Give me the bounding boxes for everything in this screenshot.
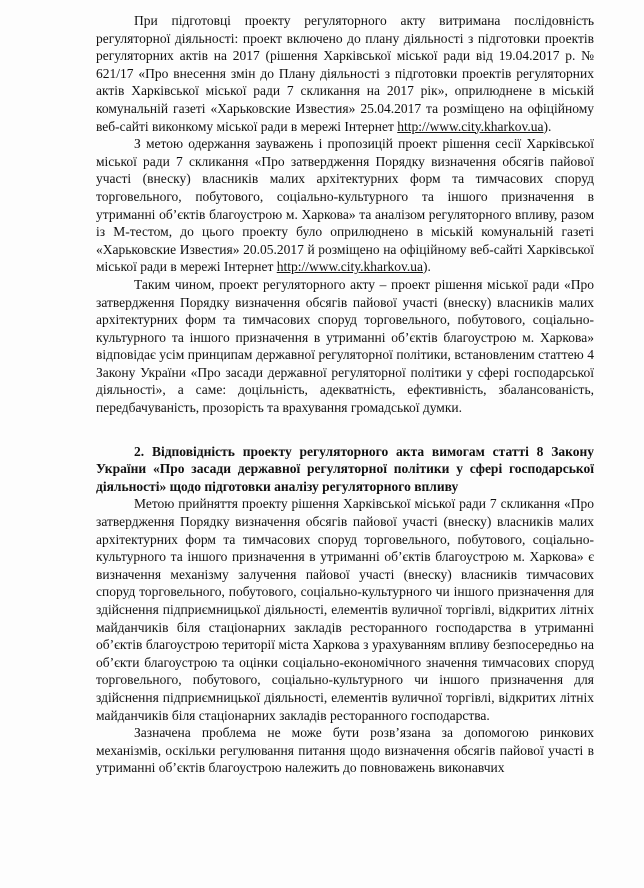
paragraph-purpose: Метою прийняття проекту рішення Харківської міської ради 7 скликання «Про затвердження Порядку визначення обсягів пайової участі (внеску) власників малих архітектурних форм та тимчасових споруд торговельного, побутового, соціально-культурного та іншого призначення в утриманні об’єктів благоустрою м. Харкова» є визначення механізму залучення пайової участі (внеску) власників тимчасових споруд торговельного, побутового, соціально-культурного чи іншого призначення для здійснення підприємницької діяльності, елементів вуличної торгівлі, відкритих літніх майданчиків біля стаціонарних закладів ресторанного господарства в утриманні об’єктів благоустрою території міста Харкова з урахуванням впливу безпосередньо на об’єкти благоустрою та оцінки соціально-економічного значення тимчасових споруд торговельного, побутового, соціально-культурного чи іншого призначення для здійснення підприємницької діяльності, елементів вуличної торгівлі, відкритих літніх майданчиків біля стаціонарних закладів ресторанного господарства. (96, 496, 594, 723)
paragraph-principles-compliance (96, 276, 594, 417)
paragraph-text-end: ). (422, 259, 431, 275)
section-heading-2: 2. Відповідність проекту регуляторного акта вимогам статті 8 Закону України «Про засади державної регуляторної політики у сфері господарської діяльності» щодо підготовки аналізу регуляторного впливу (96, 443, 594, 494)
city-website-link[interactable]: http://www.city.kharkov.ua (397, 118, 544, 134)
paragraph-problem-statement: Зазначена проблема не може бути розв’язана за допомогою ринкових механізмів, оскільки регулювання питання щодо визначення обсягів пайової участі в утриманні об’єктів благоустрою належить до повноважень виконавчих (96, 725, 594, 776)
paragraph-public-comments (96, 135, 594, 276)
document-text-column (96, 12, 594, 777)
paragraph-text: Таким чином, проект регуляторного акту – проект рішення міської ради «Про затвердження Порядку визначення обсягів пайової участі (внеску) власників малих архітектурних форм та тимчасових споруд торговельного, побутового, соціально-культурного та іншого призначення в утриманні об’єктів благоустрою м. Харкова» відповідає усім принципам державної регуляторної політики, встановленим статтею 4 Закону України «Про засади державної регуляторної політики у сфері господарської діяльності», а саме: доцільність, адекватність, ефективність, збалансованість, передбачуваність, прозорість та врахування громадської думки. (96, 276, 594, 416)
paragraph-regulatory-sequence (96, 12, 594, 135)
paragraph-text-end: ). (543, 118, 552, 134)
paragraph-text: При підготовці проекту регуляторного акту витримана послідовність регуляторної діяльності: проект включено до плану діяльності з підготовки проектів регуляторних актів на 2017 (рішення Харківської міської ради від 19.04.2017 р. № 621/17 «Про внесення змін до Плану діяльності з підготовки проектів регуляторних актів Харківської міської ради 7 скликання на 2017 рік», оприлюднене в міській комунальній газеті «Харьковские Известия» 25.04.2017 та розміщено на офіційному веб-сайті виконкому міської ради в мережі Інтернет (96, 13, 594, 134)
paragraph-text: З метою одержання зауважень і пропозицій проект рішення сесії Харківської міської ради 7 скликання «Про затвердження Порядку визначення обсягів пайової участі (внеску) власників малих архітектурних форм та тимчасових споруд торговельного, побутового, соціально-культурного та іншого призначення в утриманні об’єктів благоустрою м. Харкова» та аналізом регуляторного впливу, разом із М-тестом, до цього проекту було оприлюднено в міській комунальній газеті «Харьковские Известия» 20.05.2017 й розміщено на офіційному веб-сайті Харківської міської ради в мережі Інтернет (96, 136, 594, 275)
city-website-link[interactable]: http://www.city.kharkov.ua (276, 259, 423, 275)
